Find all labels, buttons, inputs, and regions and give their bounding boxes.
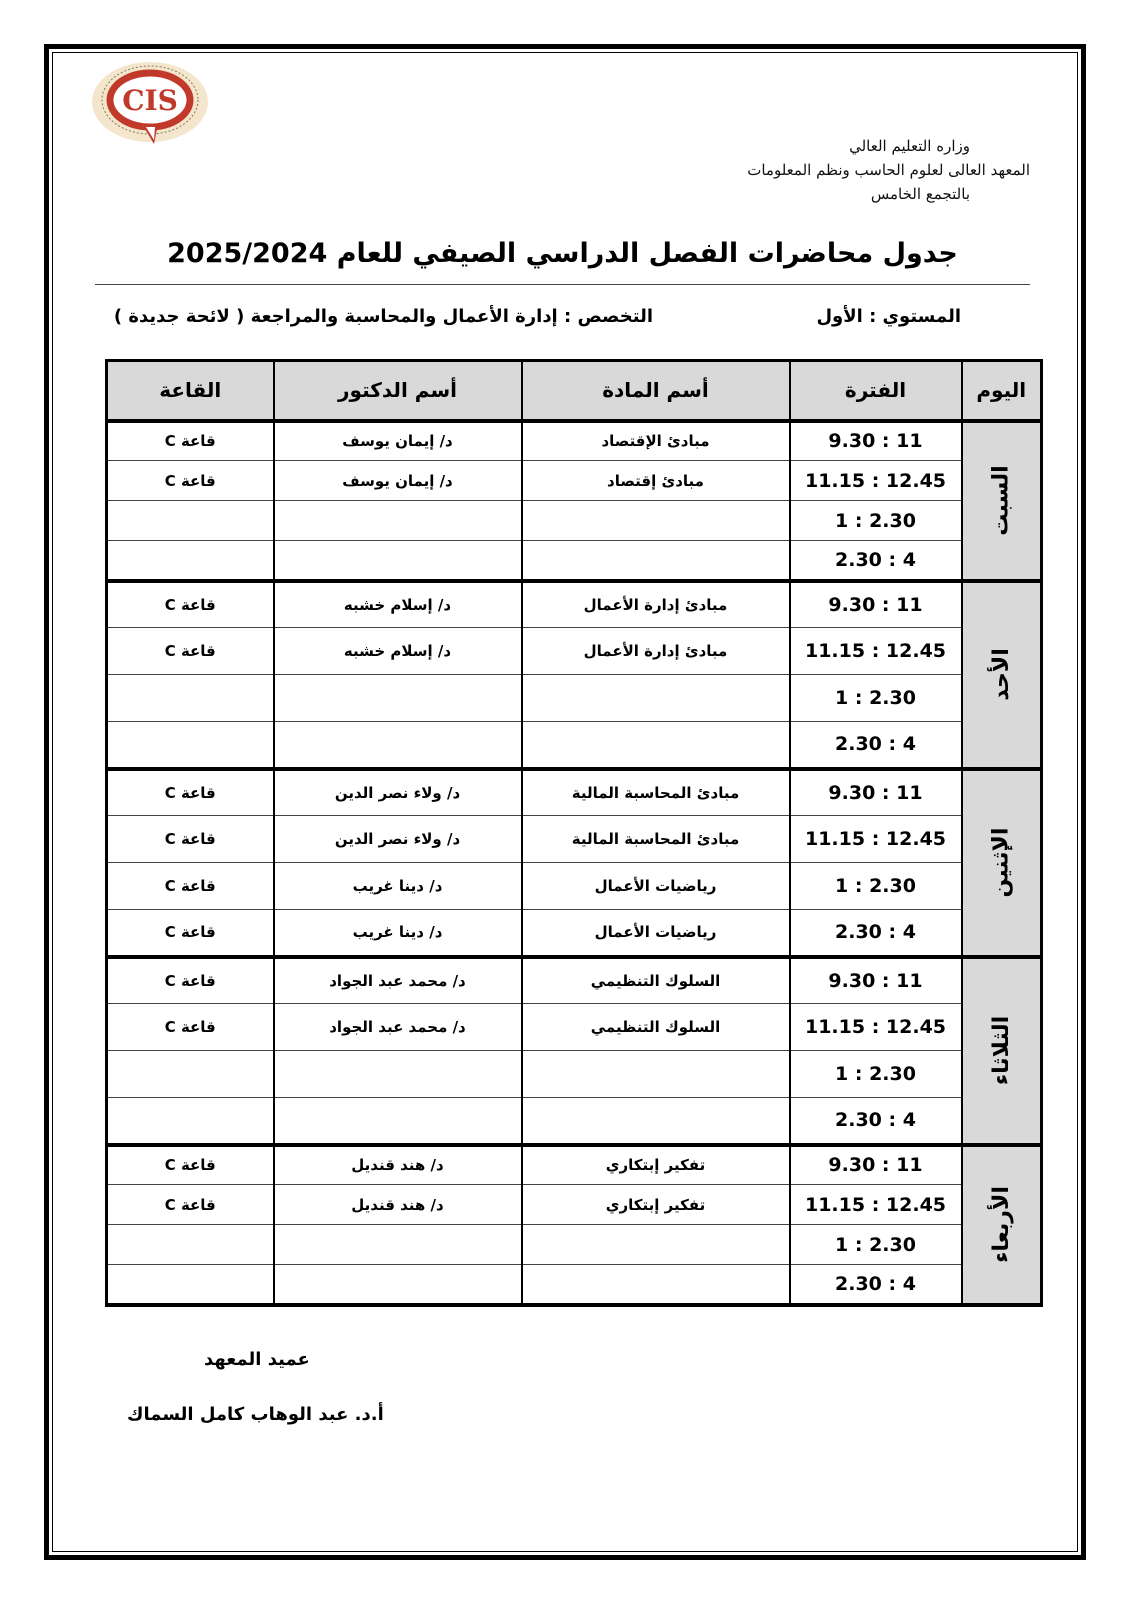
subject-cell: [522, 675, 790, 722]
subject-cell: [522, 501, 790, 541]
institute-line: المعهد العالى لعلوم الحاسب ونظم المعلومات: [747, 161, 1030, 179]
period-cell: 2.30 : 1: [790, 1225, 962, 1265]
room-cell: [107, 541, 274, 581]
period-cell: 2.30 : 1: [790, 1051, 962, 1098]
period-cell: 11 : 9.30: [790, 769, 962, 816]
doctor-cell: د/ هند قنديل: [274, 1185, 522, 1225]
location-line: بالتجمع الخامس: [870, 185, 970, 203]
room-cell: [107, 722, 274, 769]
subject-cell: مبادئ المحاسبة المالية: [522, 769, 790, 816]
header-day: اليوم: [962, 361, 1042, 421]
subject-cell: رياضيات الأعمال: [522, 910, 790, 957]
subject-cell: رياضيات الأعمال: [522, 863, 790, 910]
table-header-row: [107, 361, 1042, 421]
table-row: [107, 816, 1042, 863]
table-row: [107, 628, 1042, 675]
ministry-line: وزاره التعليم العالي: [849, 137, 970, 155]
doctor-cell: [274, 501, 522, 541]
room-cell: [107, 1051, 274, 1098]
room-cell: قاعة C: [107, 461, 274, 501]
subject-cell: مبادئ الإقتصاد: [522, 421, 790, 461]
day-cell: [962, 1145, 1042, 1305]
table-row: [107, 501, 1042, 541]
period-cell: 11 : 9.30: [790, 581, 962, 628]
title-divider: [95, 284, 1030, 285]
header-period: الفترة: [790, 361, 962, 421]
table-row: [107, 1185, 1042, 1225]
day-cell: [962, 421, 1042, 581]
period-cell: 2.30 : 1: [790, 863, 962, 910]
table-row: [107, 1225, 1042, 1265]
header-room: القاعة: [107, 361, 274, 421]
subject-cell: مبادئ إقتصاد: [522, 461, 790, 501]
subject-cell: مبادئ إدارة الأعمال: [522, 628, 790, 675]
subject-cell: [522, 1265, 790, 1305]
period-cell: 4 : 2.30: [790, 722, 962, 769]
doctor-cell: [274, 1098, 522, 1145]
doctor-cell: د/ إسلام خشبه: [274, 581, 522, 628]
room-cell: قاعة C: [107, 628, 274, 675]
room-cell: [107, 1098, 274, 1145]
table-row: [107, 1051, 1042, 1098]
table-row: [107, 722, 1042, 769]
doctor-cell: [274, 675, 522, 722]
subject-cell: السلوك التنظيمي: [522, 957, 790, 1004]
subject-cell: [522, 1225, 790, 1265]
doctor-cell: [274, 1051, 522, 1098]
period-cell: 12.45 : 11.15: [790, 628, 962, 675]
period-cell: 11 : 9.30: [790, 421, 962, 461]
doctor-cell: د/ محمد عبد الجواد: [274, 957, 522, 1004]
doctor-cell: [274, 541, 522, 581]
schedule-body: [107, 421, 1042, 1305]
room-cell: [107, 1225, 274, 1265]
day-label: الأربعاء: [988, 1186, 1014, 1263]
day-cell: [962, 769, 1042, 957]
table-row: [107, 461, 1042, 501]
schedule-table: [105, 359, 1043, 1307]
period-cell: 4 : 2.30: [790, 910, 962, 957]
room-cell: قاعة C: [107, 957, 274, 1004]
period-cell: 12.45 : 11.15: [790, 1004, 962, 1051]
day-cell: [962, 957, 1042, 1145]
room-cell: [107, 501, 274, 541]
table-row: [107, 910, 1042, 957]
subject-cell: [522, 722, 790, 769]
subject-cell: مبادئ المحاسبة المالية: [522, 816, 790, 863]
logo-text: CIS: [122, 84, 178, 117]
day-label: الثلاثاء: [988, 1015, 1014, 1086]
room-cell: قاعة C: [107, 581, 274, 628]
room-cell: [107, 675, 274, 722]
period-cell: 4 : 2.30: [790, 1098, 962, 1145]
table-row: [107, 421, 1042, 461]
subject-cell: السلوك التنظيمي: [522, 1004, 790, 1051]
doctor-cell: د/ إيمان يوسف: [274, 421, 522, 461]
table-row: [107, 675, 1042, 722]
table-row: [107, 1145, 1042, 1185]
subject-cell: [522, 1098, 790, 1145]
header-doctor: أسم الدكتور: [274, 361, 522, 421]
table-row: [107, 541, 1042, 581]
day-label: السبت: [988, 465, 1014, 536]
room-cell: قاعة C: [107, 863, 274, 910]
subject-cell: [522, 1051, 790, 1098]
table-row: [107, 1098, 1042, 1145]
subject-cell: مبادئ إدارة الأعمال: [522, 581, 790, 628]
doctor-cell: د/ إيمان يوسف: [274, 461, 522, 501]
subject-cell: تفكير إبتكاري: [522, 1185, 790, 1225]
dean-title: عميد المعهد: [204, 1349, 310, 1370]
room-cell: قاعة C: [107, 1145, 274, 1185]
day-label: الأحد: [988, 648, 1014, 701]
doctor-cell: د/ هند قنديل: [274, 1145, 522, 1185]
institute-logo: [84, 58, 216, 154]
room-cell: قاعة C: [107, 421, 274, 461]
period-cell: 12.45 : 11.15: [790, 816, 962, 863]
level-label: المستوي : الأول: [816, 306, 961, 327]
period-cell: 4 : 2.30: [790, 1265, 962, 1305]
period-cell: 11 : 9.30: [790, 1145, 962, 1185]
doctor-cell: [274, 1225, 522, 1265]
period-cell: 2.30 : 1: [790, 501, 962, 541]
table-row: [107, 1004, 1042, 1051]
doctor-cell: د/ ولاء نصر الدين: [274, 816, 522, 863]
doctor-cell: د/ ولاء نصر الدين: [274, 769, 522, 816]
table-row: [107, 581, 1042, 628]
day-label: الإثنين: [988, 827, 1014, 898]
page-title: جدول محاضرات الفصل الدراسي الصيفي للعام 2025/2024: [167, 238, 958, 269]
subject-cell: [522, 541, 790, 581]
period-cell: 12.45 : 11.15: [790, 1185, 962, 1225]
room-cell: قاعة C: [107, 769, 274, 816]
header-subject: أسم المادة: [522, 361, 790, 421]
doctor-cell: د/ إسلام خشبه: [274, 628, 522, 675]
specialization-label: التخصص : إدارة الأعمال والمحاسبة والمراجعة ( لائحة جديدة ): [113, 306, 653, 327]
room-cell: [107, 1265, 274, 1305]
doctor-cell: د/ محمد عبد الجواد: [274, 1004, 522, 1051]
period-cell: 12.45 : 11.15: [790, 461, 962, 501]
doctor-cell: د/ دينا غريب: [274, 863, 522, 910]
room-cell: قاعة C: [107, 1004, 274, 1051]
dean-name: أ.د. عبد الوهاب كامل السماك: [127, 1404, 384, 1425]
room-cell: قاعة C: [107, 910, 274, 957]
table-row: [107, 863, 1042, 910]
table-row: [107, 957, 1042, 1004]
room-cell: قاعة C: [107, 1185, 274, 1225]
subject-cell: تفكير إبتكاري: [522, 1145, 790, 1185]
period-cell: 11 : 9.30: [790, 957, 962, 1004]
table-row: [107, 769, 1042, 816]
doctor-cell: [274, 722, 522, 769]
day-cell: [962, 581, 1042, 769]
table-row: [107, 1265, 1042, 1305]
doctor-cell: [274, 1265, 522, 1305]
room-cell: قاعة C: [107, 816, 274, 863]
doctor-cell: د/ دينا غريب: [274, 910, 522, 957]
period-cell: 4 : 2.30: [790, 541, 962, 581]
period-cell: 2.30 : 1: [790, 675, 962, 722]
